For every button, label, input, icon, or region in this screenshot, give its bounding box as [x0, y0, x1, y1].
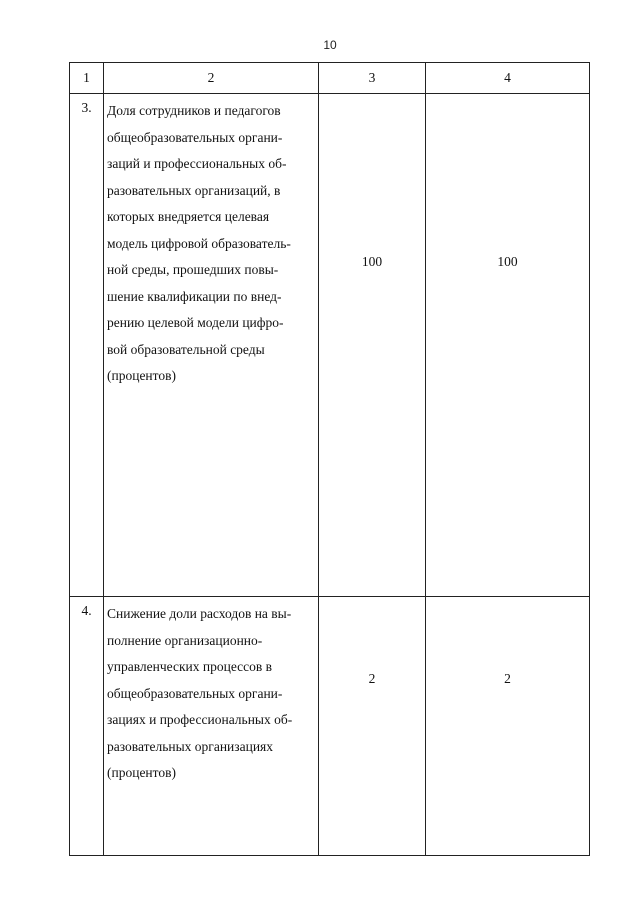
description-line: Доля сотрудников и педагогов: [107, 103, 281, 118]
header-cell-3: 3: [319, 63, 426, 94]
description-line: разовательных организаций, в: [107, 182, 281, 198]
description-line: управленческих процессов в: [107, 659, 273, 674]
description-line: общеобразовательных органи-: [107, 129, 283, 145]
description-line: полнение организационно-: [107, 632, 263, 648]
description-line: которых внедряется целевая: [107, 209, 270, 224]
description-line: (процентов): [107, 765, 177, 780]
table-header-row: [70, 63, 590, 94]
description-line: шение квалификации по внед-: [107, 288, 282, 304]
value-col3: 2: [319, 597, 426, 856]
description-line: (процентов): [107, 368, 177, 383]
description-line: рению целевой модели цифро-: [107, 315, 284, 330]
description-line: заций и профессиональных об-: [107, 156, 287, 171]
description-line: Снижение доли расходов на вы-: [107, 606, 292, 621]
value-col4: 100: [426, 94, 590, 597]
description-line: разовательных организациях: [107, 738, 274, 754]
table-row: [70, 94, 590, 597]
header-cell-2: 2: [104, 63, 319, 94]
indicators-table: [69, 62, 590, 856]
row-number: 4.: [70, 597, 104, 856]
description-line: модель цифровой образователь-: [107, 235, 291, 251]
description-line: ной среды, прошедших повы-: [107, 262, 279, 277]
row-description: [104, 94, 319, 597]
description-line: зациях и профессиональных об-: [107, 712, 293, 727]
value-col4: 2: [426, 597, 590, 856]
value-col3: 100: [319, 94, 426, 597]
row-number: 3.: [70, 94, 104, 597]
description-line: вой образовательной среды: [107, 341, 265, 357]
header-cell-1: 1: [70, 63, 104, 94]
page-number: 10: [323, 38, 337, 52]
row-description: [104, 597, 319, 856]
table-row: [70, 597, 590, 856]
description-line: общеобразовательных органи-: [107, 685, 283, 701]
header-cell-4: 4: [426, 63, 590, 94]
